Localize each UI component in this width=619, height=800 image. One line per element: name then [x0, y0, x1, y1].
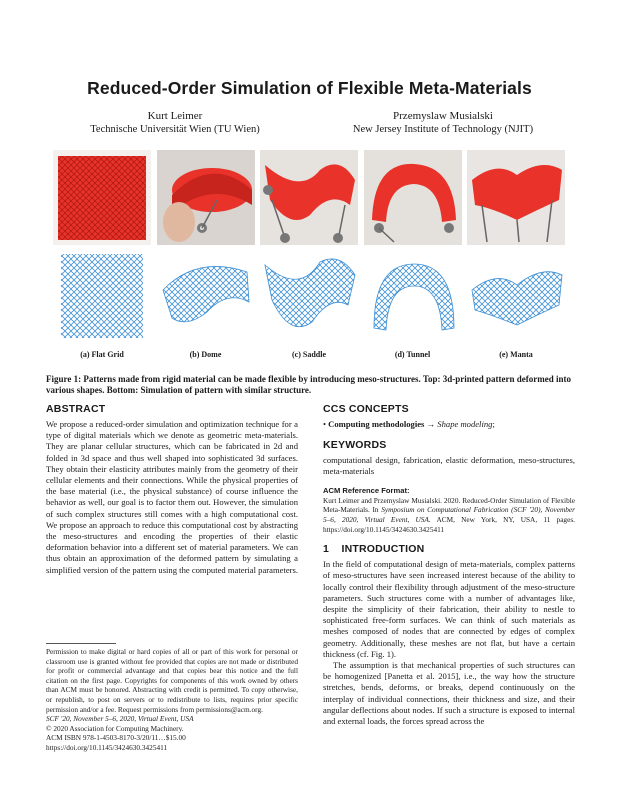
intro-paragraph-1: In the field of computational design of meta-materials, complex patterns of meso-structures have seen increased interest because of the ability to locally control their flexibility through adjustment of the meso-structure parameters. Such structures come with a number of advantages like, despite the simplicity of their fabrication, their ability to nestle to sophisticated free-form surfaces. We can think of such materials as meshes composed of nodes that are connected by edges of complex geometry. Additionally, these meshes are not flat, but have a certain thickness (cf. Fig. 1). — [323, 559, 575, 659]
sim-dome — [157, 250, 255, 342]
keywords-text: computational design, fabrication, elastic deformation, meso-structures, meta-materials — [323, 455, 575, 477]
figure-subcaptions — [53, 350, 565, 359]
right-column — [323, 403, 575, 727]
copyright-line: © 2020 Association for Computing Machinery. — [46, 723, 184, 733]
ccs-heading: CCS CONCEPTS — [323, 403, 409, 415]
figure-caption: Figure 1: Patterns made from rigid material can be made flexible by introducing meso-structures. Top: 3d-printed pattern deformed into various shapes. Bottom: Simulation of pattern with similar structure. — [46, 374, 572, 396]
subcaption: (d) Tunnel — [394, 350, 431, 359]
ccs-concept: Computing methodologies — [328, 419, 425, 429]
permission-text: Permission to make digital or hard copies of all or part of this work for personal or classroom use is granted without fee provided that copies are not made or distributed for profit or commercial advantage and that copies bear this notice and the full citation on the first page. Copyrights for components of this work owned by others than ACM must be honored. Abstracting with credit is permitted. To copy otherwise, or republish, to post on servers or to redistribute to lists, requires prior specific permission and/or a fee. Request permissions from permissions@acm.org. — [46, 647, 298, 714]
venue-line: SCF '20, November 5–6, 2020, Virtual Event, USA — [46, 714, 194, 724]
photo-tunnel — [364, 150, 462, 245]
reference-text — [323, 496, 575, 534]
photo-saddle — [260, 150, 358, 245]
sim-flat-grid — [53, 250, 151, 342]
intro-heading: 1 INTRODUCTION — [323, 543, 425, 556]
reference-post: ACM, New York, NY, USA, 11 pages. https://doi.org/10.1145/3424630.3425411 — [323, 515, 575, 534]
author-2 — [313, 110, 573, 136]
permission-block — [46, 643, 298, 753]
intro-paragraph-2: The assumption is that mechanical properties of such structures can be homogenized [Panetta et al. 2015], i.e., the way how the structure stretches, bends, deforms, or breaks, depend continuously on the interplay of individual connections, their thickness and size, and their angular deflections about nodes. If such a structure is exposed to internal and external loads, the forces spread across the — [323, 660, 575, 727]
photo-dome — [157, 150, 255, 245]
reference-heading: ACM Reference Format: — [323, 485, 410, 495]
sim-tunnel — [364, 250, 462, 342]
paper-title: Reduced-Order Simulation of Flexible Meta-Materials — [87, 78, 532, 98]
subcaption: (c) Saddle — [292, 350, 326, 359]
ccs-concepts — [323, 419, 575, 430]
doi-link[interactable]: https://doi.org/10.1145/3424630.3425411 — [46, 742, 168, 752]
sim-manta — [467, 250, 565, 342]
isbn-line: ACM ISBN 978-1-4503-8170-3/20/11…$15.00 — [46, 733, 186, 743]
ccs-sub: Shape modeling — [437, 419, 493, 429]
reference-pre: Kurt Leimer and Przemyslaw Musialski. 2020. Reduced-Order Simulation of Flexible Meta-Materials. In — [323, 495, 575, 515]
abstract-text: We propose a reduced-order simulation and optimization technique for a type of digital materials which we denote as geometric meta-materials. They are planar cellular structures, which can be fabricated in 2d and folded in 3d space and thus well shaped into sophisticated 3d surfaces. They obtain their elasticity attributes mainly from the geometry of their cellular elements and their connections. While the physical properties of the base material (i.e., the physical substance) of course influence the behavior as well, our goal is to factor them out. However, the simulation of such complex structures still comes with a high computational cost. We propose an approach to reduce this computational cost by abstracting the meso-structures and encoding the properties of their elastic deformation behavior into a different set of material parameters. We can thus obtain an approximation of the deformed pattern by simulating a simplified version of the pattern using the computed material parameters. — [46, 419, 299, 575]
left-column — [46, 403, 298, 576]
abstract-heading: ABSTRACT — [46, 403, 106, 415]
author-name: Kurt Leimer — [147, 110, 203, 122]
keywords-heading: KEYWORDS — [323, 439, 387, 452]
bullet: • — [323, 419, 327, 429]
author-affiliation: New Jersey Institute of Technology (NJIT) — [352, 124, 534, 135]
photo-flat-grid — [53, 150, 151, 245]
figure-photo-row — [53, 150, 565, 245]
author-name: Przemyslaw Musialski — [393, 110, 493, 122]
subcaption: (a) Flat Grid — [80, 350, 124, 359]
footnote-rule — [46, 643, 116, 644]
figure-simulation-row — [53, 250, 565, 342]
author-affiliation: Technische Universität Wien (TU Wien) — [90, 124, 260, 135]
subcaption: (b) Dome — [189, 350, 222, 359]
reference-venue: Symposium on Computational Fabrication (SCF '20), November 5–6, 2020, Virtual Event, USA. — [323, 505, 575, 524]
subcaption: (e) Manta — [499, 350, 533, 359]
author-1 — [45, 110, 305, 136]
photo-manta — [467, 150, 565, 245]
ccs-end: ; — [492, 419, 495, 429]
arrow: → — [426, 419, 436, 429]
sim-saddle — [260, 250, 358, 342]
